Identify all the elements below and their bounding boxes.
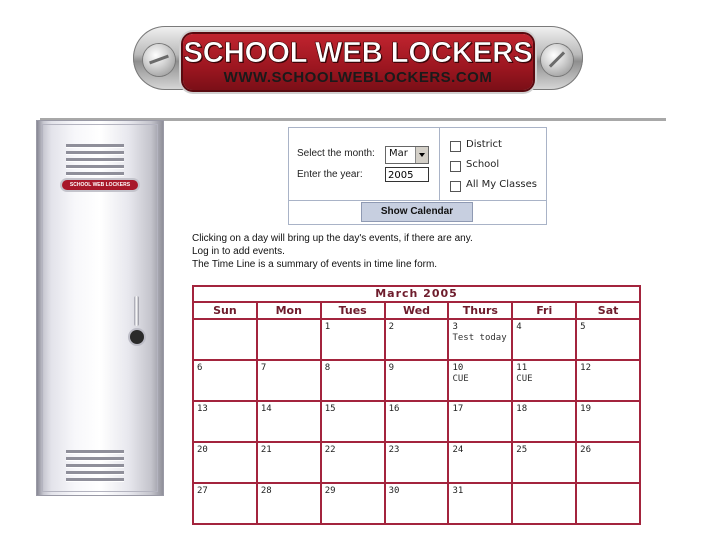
calendar-day-cell[interactable] — [449, 443, 513, 484]
calendar-day-cell[interactable] — [513, 443, 577, 484]
day-number: 12 — [580, 363, 591, 373]
weekday-label: Tues — [322, 303, 386, 318]
help-text — [192, 232, 473, 271]
calendar-day-cell[interactable] — [577, 361, 639, 402]
site-url: WWW.SCHOOLWEBLOCKERS.COM — [223, 69, 493, 86]
calendar-day-cell[interactable] — [386, 443, 450, 484]
day-number: 27 — [197, 486, 208, 496]
calendar-day-cell — [577, 484, 639, 523]
school-checkbox[interactable] — [450, 161, 461, 172]
day-number: 19 — [580, 404, 591, 414]
locker-illustration — [36, 120, 164, 496]
calendar-day-cell[interactable] — [449, 320, 513, 361]
day-event[interactable]: CUE — [516, 374, 533, 384]
calendar-day-cell[interactable] — [258, 361, 322, 402]
day-number: 3 — [452, 322, 458, 332]
vent-icon — [66, 144, 124, 179]
calendar-day-cell[interactable] — [258, 443, 322, 484]
day-number: 26 — [580, 445, 591, 455]
vent-icon — [66, 450, 124, 485]
day-number: 15 — [324, 404, 336, 414]
calendar-day-cell[interactable] — [386, 320, 450, 361]
chevron-down-icon[interactable] — [415, 147, 428, 163]
site-title: SCHOOL WEB LOCKERS — [183, 37, 533, 69]
weekday-header — [194, 303, 639, 320]
event-filters — [440, 128, 546, 201]
day-number: 14 — [260, 404, 272, 414]
day-number: 8 — [324, 363, 331, 373]
day-number: 22 — [324, 445, 336, 455]
all-classes-checkbox[interactable] — [450, 181, 461, 192]
calendar-day-cell[interactable] — [577, 320, 639, 361]
calendar-day-cell[interactable] — [194, 443, 258, 484]
district-checkbox[interactable] — [450, 141, 461, 152]
calendar-day-cell[interactable] — [322, 361, 386, 402]
day-number: 1 — [324, 322, 331, 332]
day-number: 7 — [260, 363, 267, 373]
help-line: The Time Line is a summary of events in time line form. — [192, 259, 438, 270]
calendar-day-cell — [513, 484, 577, 523]
locker-handle-icon — [134, 296, 139, 326]
weekday-label: Sat — [597, 304, 619, 317]
calendar-day-cell[interactable] — [449, 484, 513, 523]
day-number: 13 — [197, 404, 208, 414]
year-label: Enter the year: — [297, 169, 363, 180]
day-number: 18 — [516, 404, 528, 414]
day-number: 29 — [324, 486, 336, 496]
month-select-value: Mar — [389, 148, 408, 159]
day-number: 30 — [388, 486, 400, 496]
date-selectors — [289, 128, 440, 201]
day-number: 4 — [516, 322, 522, 332]
calendar-title: March 2005 — [194, 287, 639, 303]
day-number: 25 — [516, 445, 528, 455]
screw-icon — [541, 44, 573, 76]
month-select[interactable] — [385, 146, 429, 164]
calendar-week-row — [194, 484, 639, 523]
day-number: 24 — [452, 445, 464, 455]
calendar-day-cell[interactable] — [194, 402, 258, 443]
calendar-day-cell[interactable] — [322, 402, 386, 443]
district-label: District — [466, 139, 502, 150]
show-calendar-button[interactable]: Show Calendar — [361, 202, 473, 222]
calendar-day-cell[interactable] — [194, 484, 258, 523]
locker-nameplate: SCHOOL WEB LOCKERS — [62, 180, 138, 190]
day-number: 2 — [388, 322, 394, 332]
calendar-day-cell[interactable] — [513, 320, 577, 361]
calendar-day-cell — [258, 320, 322, 361]
month-label: Select the month: — [297, 148, 375, 159]
calendar-day-cell — [194, 320, 258, 361]
calendar-day-cell[interactable] — [513, 361, 577, 402]
calendar-day-cell[interactable] — [449, 361, 513, 402]
day-number: 31 — [452, 486, 464, 496]
day-event[interactable]: CUE — [452, 374, 469, 384]
banner-plate — [133, 26, 583, 90]
calendar-day-cell[interactable] — [513, 402, 577, 443]
day-number: 17 — [452, 404, 464, 414]
year-input[interactable]: 2005 — [385, 167, 429, 182]
day-number: 6 — [197, 363, 203, 373]
day-number: 23 — [388, 445, 400, 455]
calendar-day-cell[interactable] — [322, 320, 386, 361]
calendar-day-cell[interactable] — [386, 484, 450, 523]
all-classes-label: All My Classes — [466, 179, 537, 190]
school-label: School — [466, 159, 500, 170]
calendar-day-cell[interactable] — [449, 402, 513, 443]
day-number: 16 — [388, 404, 400, 414]
lock-icon — [130, 330, 144, 344]
calendar-day-cell[interactable] — [577, 443, 639, 484]
calendar-day-cell[interactable] — [258, 484, 322, 523]
month-calendar — [192, 285, 641, 525]
calendar-grid — [194, 320, 639, 523]
day-number: 20 — [197, 445, 208, 455]
help-line: Log in to add events. — [192, 246, 285, 257]
weekday-label: Mon — [258, 303, 322, 318]
calendar-day-cell[interactable] — [322, 443, 386, 484]
calendar-day-cell[interactable] — [577, 402, 639, 443]
weekday-label: Sun — [194, 303, 258, 318]
calendar-week-row — [194, 320, 639, 361]
calendar-day-cell[interactable] — [386, 361, 450, 402]
day-number: 10 — [452, 363, 464, 373]
calendar-day-cell[interactable] — [386, 402, 450, 443]
calendar-day-cell[interactable] — [322, 484, 386, 523]
weekday-label: Thurs — [449, 303, 513, 318]
calendar-week-row — [194, 402, 639, 443]
day-number: 28 — [260, 486, 272, 496]
calendar-week-row — [194, 443, 639, 484]
day-number: 5 — [580, 322, 586, 332]
day-number: 11 — [516, 363, 528, 373]
calendar-day-cell[interactable] — [194, 361, 258, 402]
calendar-controls — [288, 127, 547, 225]
weekday-label: Wed — [386, 303, 450, 318]
weekday-label: Fri — [513, 303, 577, 318]
day-number: 9 — [388, 363, 394, 373]
help-line: Clicking on a day will bring up the day's events, if there are any. — [192, 233, 473, 244]
calendar-week-row — [194, 361, 639, 402]
screw-icon — [143, 44, 175, 76]
site-logo[interactable] — [183, 34, 533, 90]
day-event[interactable]: Test today — [452, 333, 507, 343]
calendar-day-cell[interactable] — [258, 402, 322, 443]
day-number: 21 — [260, 445, 272, 455]
site-banner — [133, 22, 583, 94]
